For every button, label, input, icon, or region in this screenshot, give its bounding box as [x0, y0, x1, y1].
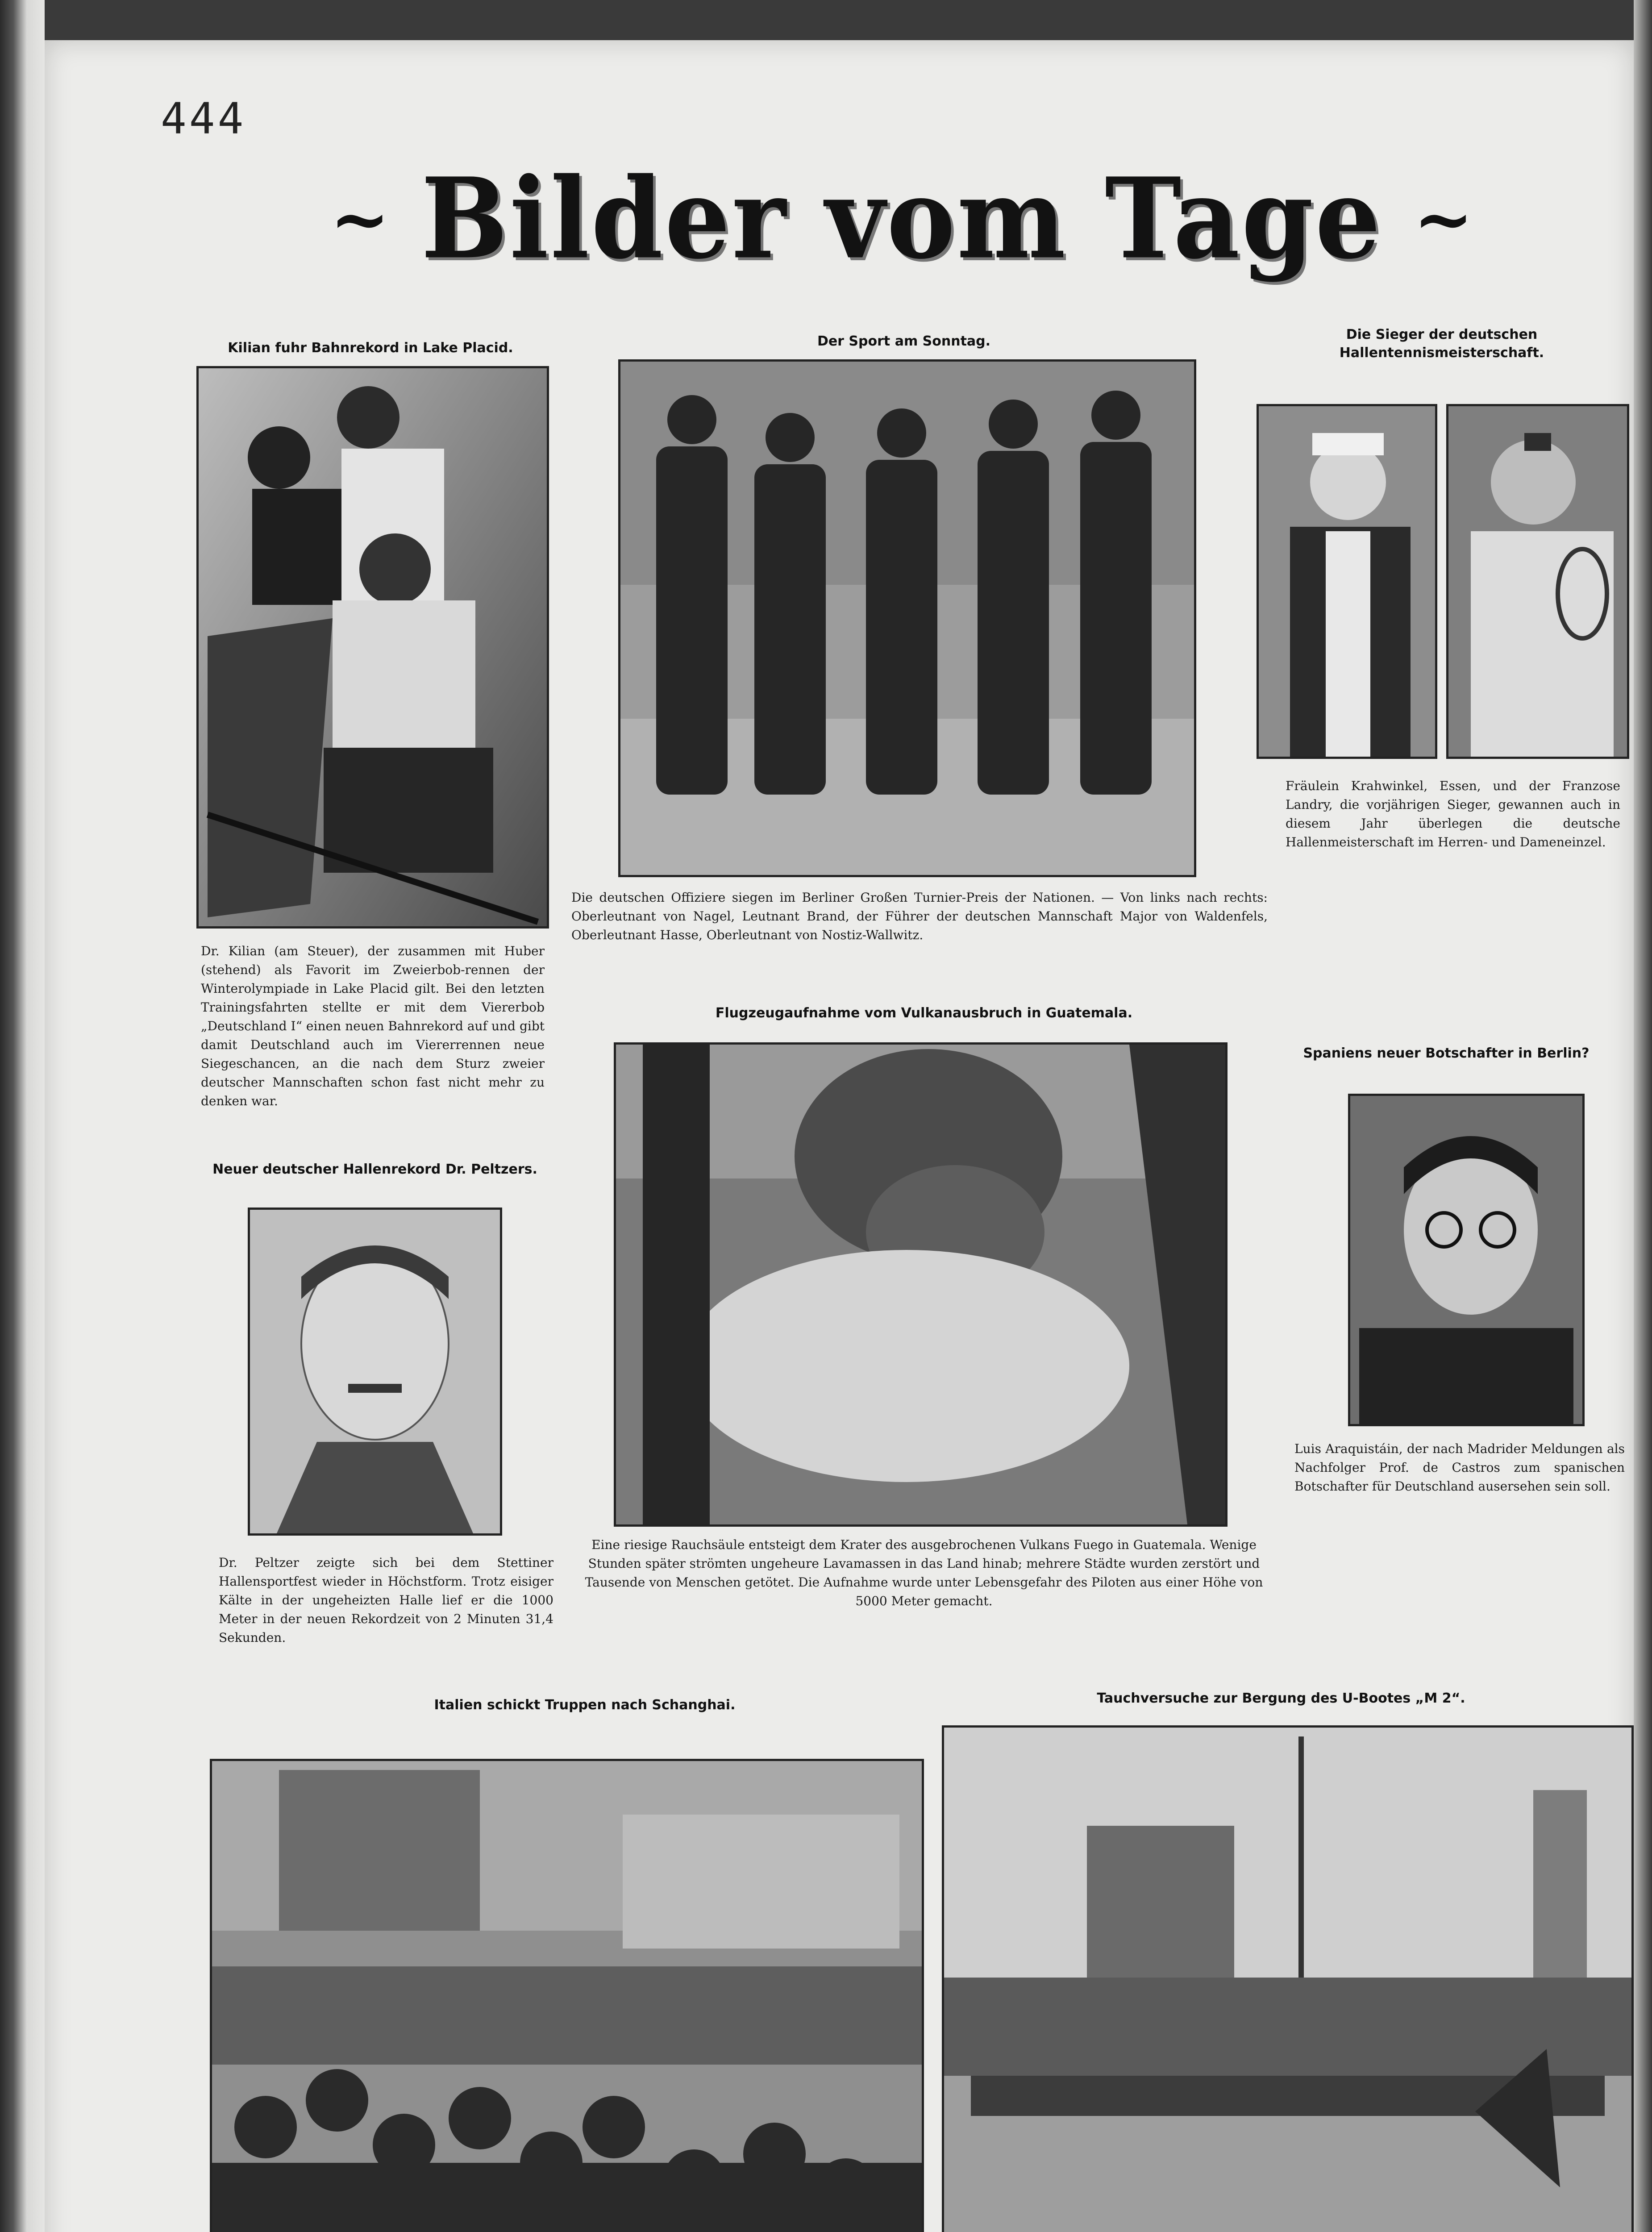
- volcano-aerial-photo: [614, 1042, 1228, 1527]
- kilian-bobsled-photo: [196, 366, 549, 929]
- volcano-caption: Eine riesige Rauchsäule entsteigt dem Krater des ausgebrochenen Vulkans Fuego in Guatemala. Wenige Stunden später strömten ungeheure Lavamassen in das Land hinab; mehrere Städte wurden zerstört und Tausende von Menschen getötet. Die Aufnahme wurde unter Lebensgefahr des Piloten aus einer Höhe von 5000 Meter gemacht.: [585, 1537, 1263, 1608]
- landry-photo: [1446, 404, 1629, 759]
- italy-heading: Italien schickt Truppen nach Schanghai.: [434, 1697, 736, 1713]
- marines-boarding-photo: [210, 1759, 924, 2232]
- sport-heading: Der Sport am Sonntag.: [817, 333, 991, 349]
- masthead-ornament-left: ~: [330, 177, 390, 261]
- sport-caption: Die deutschen Offiziere siegen im Berliner Großen Turnier-Preis der Nationen. — Von links nach rechts: Oberleutnant von Nagel, Leutnant Brand, der Führer der deutschen Mannschaft Major von Waldenfels, Oberleutnant Hasse, Oberleutnant von Nostiz-Wallwitz.: [571, 890, 1268, 942]
- tennis-heading: Die Sieger der deutschen Hallentennismeisterschaft.: [1339, 327, 1544, 361]
- page-edge-right: [1634, 0, 1652, 2232]
- kilian-caption: Dr. Kilian (am Steuer), der zusammen mit Huber (stehend) als Favorit im Zweierbob-rennen der Winterolympiade in Lake Placid gilt. Bei den letzten Trainingsfahrten stellte er mit dem Viererbob „Deutschland I“ einen neuen Bahnrekord auf und gibt damit Deutschland auch im Viererrennen neue Siegeschancen, an die nach dem Sturz zweier deutscher Mannschaften schon fast nicht mehr zu denken war.: [201, 944, 545, 1108]
- masthead-title: Bilder vom Tage: [421, 154, 1382, 284]
- spain-caption: Luis Araquistáin, der nach Madrider Meldungen als Nachfolger Prof. de Castros zum spanischen Botschafter für Deutschland ausersehen sein soll.: [1294, 1441, 1625, 1494]
- submarine-heading: Tauchversuche zur Bergung des U-Bootes „M 2“.: [1097, 1691, 1465, 1706]
- masthead-ornament-right: ~: [1413, 177, 1473, 261]
- page-number: 444: [161, 94, 246, 144]
- krahwinkel-photo: [1257, 404, 1437, 759]
- araquistain-portrait: [1348, 1094, 1585, 1426]
- peltzer-portrait: [248, 1208, 502, 1536]
- officers-group-photo: [618, 359, 1196, 877]
- tennis-caption: Fräulein Krahwinkel, Essen, und der Franzose Landry, die vorjährigen Sieger, gewannen auch in diesem Jahr überlegen die deutsche Hallenmeisterschaft im Herren- und Dameneinzel.: [1286, 779, 1620, 849]
- spain-heading: Spaniens neuer Botschafter in Berlin?: [1303, 1045, 1590, 1061]
- volcano-heading: Flugzeugaufnahme vom Vulkanausbruch in Guatemala.: [715, 1005, 1133, 1021]
- salvage-ship-photo: [942, 1725, 1634, 2232]
- masthead: [277, 152, 1527, 286]
- peltzer-heading: Neuer deutscher Hallenrekord Dr. Peltzers.: [212, 1162, 537, 1177]
- page-edge-left: [0, 0, 45, 2232]
- peltzer-caption: Dr. Peltzer zeigte sich bei dem Stettiner Hallensportfest wieder in Höchstform. Trotz eisiger Kälte in der ungeheizten Halle lief er die 1000 Meter in der neuen Rekordzeit von 2 Minuten 31,4 Sekunden.: [219, 1555, 553, 1645]
- kilian-heading: Kilian fuhr Bahnrekord in Lake Placid.: [228, 340, 513, 356]
